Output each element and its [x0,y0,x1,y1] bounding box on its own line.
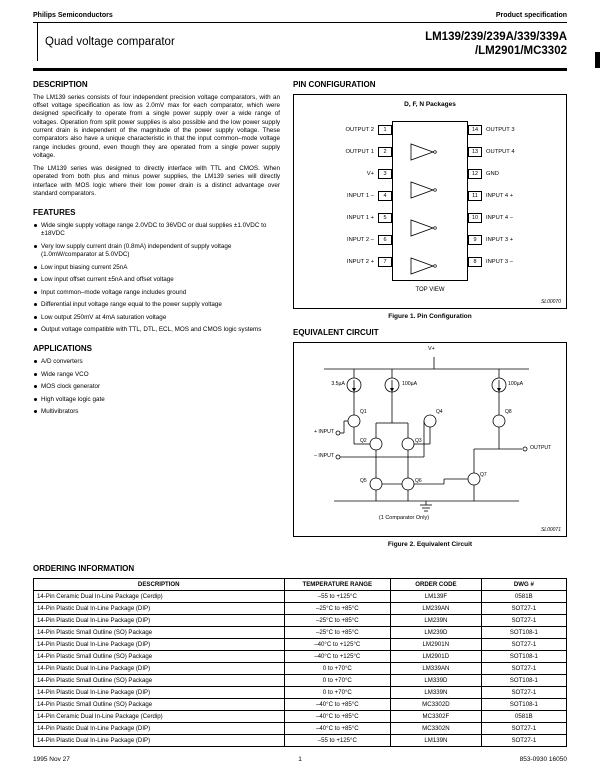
cell-description: 14-Pin Plastic Dual In-Line Package (DIP) [34,722,285,734]
cell-order-code: MC3302N [391,722,482,734]
pin-number-right: 8 [468,257,482,267]
footer-date: 1995 Nov 27 [33,756,70,763]
bullet-icon [34,266,37,269]
table-row [34,602,567,614]
pin-number-right: 14 [468,125,482,135]
transistor-symbols [348,415,505,490]
transistor-label: Q5 [360,477,367,484]
bullet-text: Output voltage compatible with TTL, DTL, ECL, MOS and CMOS logic systems [41,326,262,334]
table-row [34,698,567,710]
cell-description: 14-Pin Plastic Small Outline (SO) Package [34,650,285,662]
page-title: Quad voltage comparator [45,36,175,48]
page-footer [33,756,567,766]
bullet-icon [34,316,37,319]
cell-temperature-range: –40°C to +125°C [284,650,391,662]
comparator-triangles [393,122,467,280]
description-heading: DESCRIPTION [33,79,88,89]
bullet-item [33,264,280,272]
pin-label-left: OUTPUT 2 [345,126,374,133]
ic-package-outline [392,121,468,281]
description-paragraph: The LM139 series was designed to directly interface with TTL and CMOS. When operated from both plus and minus power supplies, the LM139 series will directly interface with MOS logic where their low power drain is a distinct advantage over standard comparators. [33,165,280,198]
bullet-text: Low output 250mV at 4mA saturation voltage [41,313,167,321]
transistor-label: Q6 [415,477,422,484]
cell-description: 14-Pin Plastic Small Outline (SO) Package [34,698,285,710]
ordering-heading: ORDERING INFORMATION [33,563,135,573]
cell-order-code: LM2901N [391,638,482,650]
equivalent-circuit-figure [293,342,567,537]
ground-icon [420,501,432,511]
pin-number-right: 9 [468,235,482,245]
cell-order-code: LM239AN [391,602,482,614]
cell-temperature-range: –25°C to +85°C [284,602,391,614]
transistor-label: Q8 [505,408,512,415]
cell-temperature-range: –40°C to +125°C [284,638,391,650]
bullet-icon [34,398,37,401]
circuit-schematic [294,343,566,521]
pin-number-left: 5 [378,213,392,223]
table-row [34,722,567,734]
pin-number-left: 4 [378,191,392,201]
footer-doc-number: 853-0930 16050 [519,756,567,763]
figure1-caption: Figure 1. Pin Configuration [388,312,472,320]
pin-label-left: INPUT 1 + [346,214,374,221]
pin-number-left: 3 [378,169,392,179]
bullet-icon [34,224,37,227]
bullet-text: Multivibrators [41,408,79,416]
title-block [33,23,567,71]
vplus-label: V+ [428,345,435,352]
output-label: OUTPUT [530,444,552,451]
cell-description: 14-Pin Plastic Dual In-Line Package (DIP) [34,686,285,698]
bullet-item [33,289,280,297]
cell-temperature-range: –25°C to +85°C [284,614,391,626]
table-row [34,710,567,722]
current-source-label: 100µA [508,380,524,387]
input-plus-label: + INPUT [313,428,334,435]
pin-number-left: 2 [378,147,392,157]
part-numbers [425,30,567,59]
pin-label-left: OUTPUT 1 [345,148,374,155]
bullet-item [33,314,280,322]
top-view-label: TOP VIEW [415,286,445,293]
bullet-item [33,276,280,284]
ordering-table [33,578,567,747]
circuit-wires [324,357,529,501]
cell-dwg: 0581B [481,590,566,602]
cell-temperature-range: 0 to +70°C [284,674,391,686]
bullet-item [33,243,280,259]
cell-dwg: SOT27-1 [481,614,566,626]
header-doc-type: Product specification [495,12,567,19]
col-dwg: DWG # [481,578,566,590]
right-column [293,80,567,556]
page-edge-mark [595,52,600,68]
cell-dwg: SOT108-1 [481,650,566,662]
cell-temperature-range: –40°C to +85°C [284,710,391,722]
table-row [34,626,567,638]
bullet-text: MOS clock generator [41,383,101,391]
cell-order-code: MC3302D [391,698,482,710]
cell-order-code: LM139N [391,734,482,746]
bullet-icon [34,245,37,248]
bullet-text: Low input offset current ±5nA and offset voltage [41,276,174,284]
cell-dwg: SOT27-1 [481,686,566,698]
cell-description: 14-Pin Plastic Dual In-Line Package (DIP) [34,662,285,674]
cell-dwg: SOT108-1 [481,674,566,686]
cell-dwg: SOT27-1 [481,662,566,674]
bullet-icon [34,328,37,331]
current-source-label: 100µA [402,380,418,387]
transistor-label: Q4 [436,408,443,415]
cell-order-code: LM239N [391,614,482,626]
cell-dwg: SOT108-1 [481,626,566,638]
circuit-note: (1 Comparator Only) [378,514,430,521]
part-number-line-2: /LM2901/MC3302 [474,45,567,58]
pin-label-right: INPUT 4 – [486,214,513,221]
equivalent-circuit-heading: EQUIVALENT CIRCUIT [293,327,379,337]
bullet-text: Input common–mode voltage range includes ground [41,288,187,296]
bullet-item [33,396,280,404]
pin-label-right: OUTPUT 3 [486,126,515,133]
cell-order-code: LM2901D [391,650,482,662]
cell-order-code: LM239D [391,626,482,638]
two-column-layout [33,80,567,556]
cell-temperature-range: 0 to +70°C [284,686,391,698]
part-number-line-1: LM139/239/239A/339/339A [425,31,567,43]
bullet-icon [34,360,37,363]
cell-description: 14-Pin Plastic Dual In-Line Package (DIP) [34,734,285,746]
input-minus-label: – INPUT [314,452,334,459]
pin-number-right: 13 [468,147,482,157]
bullet-icon [34,385,37,388]
bullet-text: Differential input voltage range equal to the power supply voltage [41,301,222,309]
figure2-caption: Figure 2. Equivalent Circuit [387,540,473,548]
transistor-label: Q2 [360,437,367,444]
bullet-item [33,301,280,309]
table-row [34,734,567,746]
features-list [33,222,280,334]
table-row [34,614,567,626]
cell-temperature-range: –55 to +125°C [284,590,391,602]
pin-label-left: INPUT 1 – [347,192,374,199]
pin-number-right: 10 [468,213,482,223]
bullet-icon [34,410,37,413]
header-publisher: Philips Semiconductors [33,12,113,19]
pin-label-right: INPUT 4 + [486,192,514,199]
cell-dwg: 0581B [481,710,566,722]
transistor-label: Q3 [415,437,422,444]
bullet-text: Very low supply current drain (0.8mA) independent of supply voltage (1.0mW/comparator at 5.0VDC) [41,242,232,258]
current-source-arrows [352,388,501,392]
table-row [34,638,567,650]
bullet-text: Wide single supply voltage range 2.0VDC to 36VDC or dual supplies ±1.0VDC to ±18VDC [41,222,267,238]
bullet-item [33,383,280,391]
applications-heading: APPLICATIONS [33,344,92,354]
features-heading: FEATURES [33,208,76,218]
cell-description: 14-Pin Plastic Small Outline (SO) Package [34,674,285,686]
pin-configuration-heading: PIN CONFIGURATION [293,79,376,89]
cell-dwg: SOT27-1 [481,602,566,614]
terminal-symbols [336,431,527,459]
transistor-label: Q7 [480,471,487,478]
cell-description: 14-Pin Ceramic Dual In-Line Package (Cerdip) [34,710,285,722]
transistor-label: Q1 [360,408,367,415]
cell-temperature-range: –40°C to +85°C [284,722,391,734]
pin-label-right: GND [486,170,499,177]
left-column [33,80,280,556]
cell-temperature-range: –55 to +125°C [284,734,391,746]
cell-temperature-range: –40°C to +85°C [284,698,391,710]
current-source-symbols [347,378,506,392]
col-order-code: ORDER CODE [391,578,482,590]
applications-list [33,358,280,416]
pin-label-left: V+ [366,170,374,177]
cell-order-code: LM339AN [391,662,482,674]
bullet-item [33,326,280,334]
ordering-information-section [33,564,567,747]
pin-label-left: INPUT 2 + [346,258,374,265]
cell-order-code: LM339N [391,686,482,698]
cell-order-code: MC3302F [391,710,482,722]
bullet-item [33,222,280,238]
pin-label-right: OUTPUT 4 [486,148,515,155]
cell-description: 14-Pin Plastic Dual In-Line Package (DIP) [34,638,285,650]
pin-configuration-figure [293,94,567,309]
bullet-icon [34,278,37,281]
cell-description: 14-Pin Plastic Dual In-Line Package (DIP) [34,602,285,614]
cell-dwg: SOT27-1 [481,638,566,650]
pin-number-left: 7 [378,257,392,267]
bullet-icon [34,291,37,294]
pin-number-right: 11 [468,191,482,201]
bullet-text: High voltage logic gate [41,395,105,403]
pin-number-left: 6 [378,235,392,245]
table-row [34,662,567,674]
figure-id: SL00070 [540,298,561,305]
cell-temperature-range: 0 to +70°C [284,662,391,674]
cell-description: 14-Pin Ceramic Dual In-Line Package (Cerdip) [34,590,285,602]
bullet-text: Wide range VCO [41,370,89,378]
bullet-icon [34,303,37,306]
cell-temperature-range: –25°C to +85°C [284,626,391,638]
cell-description: 14-Pin Plastic Dual In-Line Package (DIP) [34,614,285,626]
cell-dwg: SOT27-1 [481,734,566,746]
current-source-label: 3.5µA [331,380,345,387]
figure-id: SL00071 [540,526,561,533]
title-divider [37,23,38,61]
footer-page-number: 1 [298,756,302,763]
bullet-icon [34,373,37,376]
col-description: DESCRIPTION [34,578,285,590]
cell-description: 14-Pin Plastic Small Outline (SO) Package [34,626,285,638]
table-header-row [34,578,567,590]
cell-dwg: SOT27-1 [481,722,566,734]
pin-label-left: INPUT 2 – [347,236,374,243]
table-row [34,686,567,698]
pin-label-right: INPUT 3 – [486,258,513,265]
package-title: D, F, N Packages [404,100,456,108]
bullet-item [33,358,280,366]
pin-number-right: 12 [468,169,482,179]
page-header [33,12,567,23]
cell-order-code: LM139F [391,590,482,602]
cell-order-code: LM339D [391,674,482,686]
table-row [34,674,567,686]
cell-dwg: SOT108-1 [481,698,566,710]
table-row [34,590,567,602]
bullet-item [33,408,280,416]
pin-label-right: INPUT 3 + [486,236,514,243]
table-row [34,650,567,662]
bullet-text: A/D converters [41,358,83,366]
col-temperature-range: TEMPERATURE RANGE [284,578,391,590]
pin-number-left: 1 [378,125,392,135]
bullet-item [33,371,280,379]
description-paragraph: The LM139 series consists of four independent precision voltage comparators, with an offset voltage specification as low as 2.0mV max for each comparator, which were designed specifically to operate from a single power supply over a wide range of voltages. Operation from split power supplies is also possible and the low power supply current drain is independent of the magnitude of the power supply voltage. These comparators also have a unique characteristic in that the input common–mode voltage range includes ground, even though they are operated from a single power supply voltage. [33,93,280,159]
bullet-text: Low input biasing current 25nA [41,263,128,271]
